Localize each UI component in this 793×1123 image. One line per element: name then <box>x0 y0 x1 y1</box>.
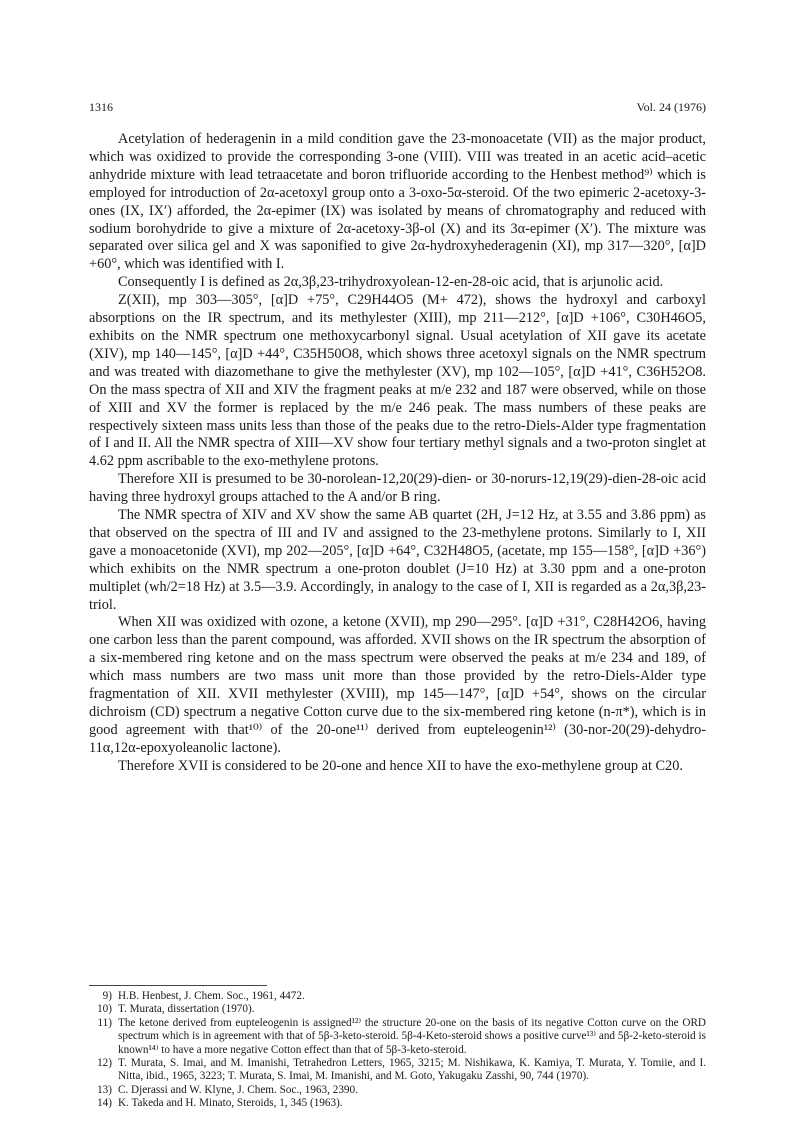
running-header <box>89 100 706 115</box>
footnote-number: 13) <box>97 1083 112 1096</box>
footnote-13 <box>89 1084 706 1097</box>
page-number: 1316 <box>89 100 113 114</box>
footnote-divider <box>89 985 267 986</box>
footnote-number: 14) <box>97 1097 112 1110</box>
paragraph-1: Acetylation of hederagenin in a mild condition gave the 23-monoacetate (VII) as the major product, which was oxidized to provide the corresponding 3-one (VIII). VIII was treated in an acetic acid–acetic anhydride mixture with lead tetraacetate and boron trifluoride according to the Henbest method⁹⁾ which is employed for introduction of 2α-acetoxyl group onto a 3-oxo-5α-steroid. Of the two epimeric 2-acetoxy-3-ones (IX, IX′) afforded, the 2α-epimer (IX) was isolated by means of chromatography and reduced with sodium borohydride to give a mixture of 2α-acetoxy-3β-ol (X) and its 3α-epimer (X′). The mixture was separated over silica gel and X was saponified to give 2α-hydroxyhederagenin (XI), mp 317—320°, [α]D +60°, which was identified with I. <box>89 131 706 273</box>
volume-label: Vol. 24 (1976) <box>636 100 706 114</box>
footnote-12 <box>89 1057 706 1084</box>
footnote-14 <box>89 1097 706 1110</box>
footnote-text: H.B. Henbest, J. Chem. Soc., 1961, 4472. <box>118 990 305 1002</box>
footnote-text: K. Takeda and H. Minato, Steroids, 1, 345 (1963). <box>118 1097 343 1110</box>
paragraph-7: Therefore XVII is considered to be 20-one and hence XII to have the exo-methylene group at C20. <box>118 757 683 774</box>
paragraph-2: Consequently I is defined as 2α,3β,23-trihydroxyolean-12-en-28-oic acid, that is arjunolic acid. <box>118 274 664 291</box>
footnotes <box>89 990 706 1111</box>
footnote-number: 10) <box>97 1003 112 1016</box>
footnote-number: 9) <box>102 990 112 1002</box>
footnote-text: T. Murata, S. Imai, and M. Imanishi, Tetrahedron Letters, 1965, 3215; M. Nishikawa, K. Kamiya, T. Murata, Y. Tomiie, and I. Nitta, ibid., 1965, 3223; T. Murata, S. Imai, M. Imanishi, and M. Goto, Yakugaku Zasshi, 90, 744 (1970). <box>118 1057 706 1083</box>
footnote-number: 12) <box>97 1057 112 1070</box>
footnote-10 <box>89 1003 706 1016</box>
article-body <box>89 131 706 776</box>
footnote-9 <box>89 990 706 1003</box>
footnote-number: 11) <box>97 1016 112 1029</box>
paragraph-5: The NMR spectra of XIV and XV show the same AB quartet (2H, J=12 Hz, at 3.55 and 3.86 ppm) as that observed on the spectra of III and IV and assigned to the 23-methylene protons. Similarly to I, XII gave a monoacetonide (XVI), mp 202—205°, [α]D +64°, C32H48O5, (acetate, mp 155—158°, [α]D +36°) which exhibits on the NMR spectrum a one-proton doublet (J=10 Hz) at 3.30 ppm and a one-proton multiplet (wh/2=18 Hz) at 3.5—3.9. Accordingly, in analogy to the case of I, XII is regarded as a 2α,3β,23-triol. <box>89 507 706 613</box>
paragraph-4: Therefore XII is presumed to be 30-norolean-12,20(29)-dien- or 30-norurs-12,19(29)-dien-28-oic acid having three hydroxyl groups attached to the A and/or B ring. <box>89 471 706 506</box>
footnote-text: The ketone derived from eupteleogenin is assigned¹²⁾ the structure 20-one on the basis of its negative Cotton curve on the ORD spectrum which is in agreement with that of 5β-3-keto-steroid. 5β-4-Keto-steroid shows a positive curve¹³⁾ and 5β-2-keto-steroid is known¹⁴⁾ to have a more negative Cotton effect than that of 5β-3-keto-steroid. <box>118 1016 706 1056</box>
footnote-text: T. Murata, dissertation (1970). <box>118 1003 255 1016</box>
paragraph-6: When XII was oxidized with ozone, a ketone (XVII), mp 290—295°. [α]D +31°, C28H42O6, having one carbon less than the parent compound, was afforded. XVII shows on the IR spectrum the absorption of a six-membered ring ketone and on the mass spectrum were observed the peaks at m/e 234 and 189, of which mass numbers are two mass unit more than those provided by the retro-Diels-Alder type fragmentation of XII. XVII methylester (XVIII), mp 145—147°, [α]D +54°, shows on the circular dichroism (CD) spectrum a negative Cotton curve due to the six-membered ring ketone (n-π*), which is in good agreement with that¹⁰⁾ of the 20-one¹¹⁾ derived from eupteleogenin¹²⁾ (30-nor-20(29)-dehydro-11α,12α-epoxyoleanolic lactone). <box>89 614 706 756</box>
footnote-11 <box>89 1017 706 1057</box>
paragraph-3: Z(XII), mp 303—305°, [α]D +75°, C29H44O5 (M+ 472), shows the hydroxyl and carboxyl absorptions on the IR spectrum, and its methylester (XIII), mp 211—212°, [α]D +106°, C30H46O5, exhibits on the NMR spectrum one methoxycarbonyl signal. Usual acetylation of XII gave its acetate (XIV), mp 140—145°, [α]D +44°, C35H50O8, which shows three acetoxyl signals on the NMR spectrum and was treated with diazomethane to give the methylester (XV), mp 102—105°, [α]D +41°, C36H52O8. On the mass spectra of XII and XIV the fragment peaks at m/e 232 and 187 were observed, while on those of XIII and XV the former is replaced by the m/e 246 peak. The mass numbers of these peaks are respectively sixteen mass units less than those of the peaks due to the retro-Diels-Alder type fragmentation of I and II. All the NMR spectra of XIII—XV show four tertiary methyl signals and a two-proton singlet at 4.62 ppm ascribable to the exo-methylene protons. <box>89 292 706 470</box>
footnote-text: C. Djerassi and W. Klyne, J. Chem. Soc., 1963, 2390. <box>118 1083 358 1096</box>
